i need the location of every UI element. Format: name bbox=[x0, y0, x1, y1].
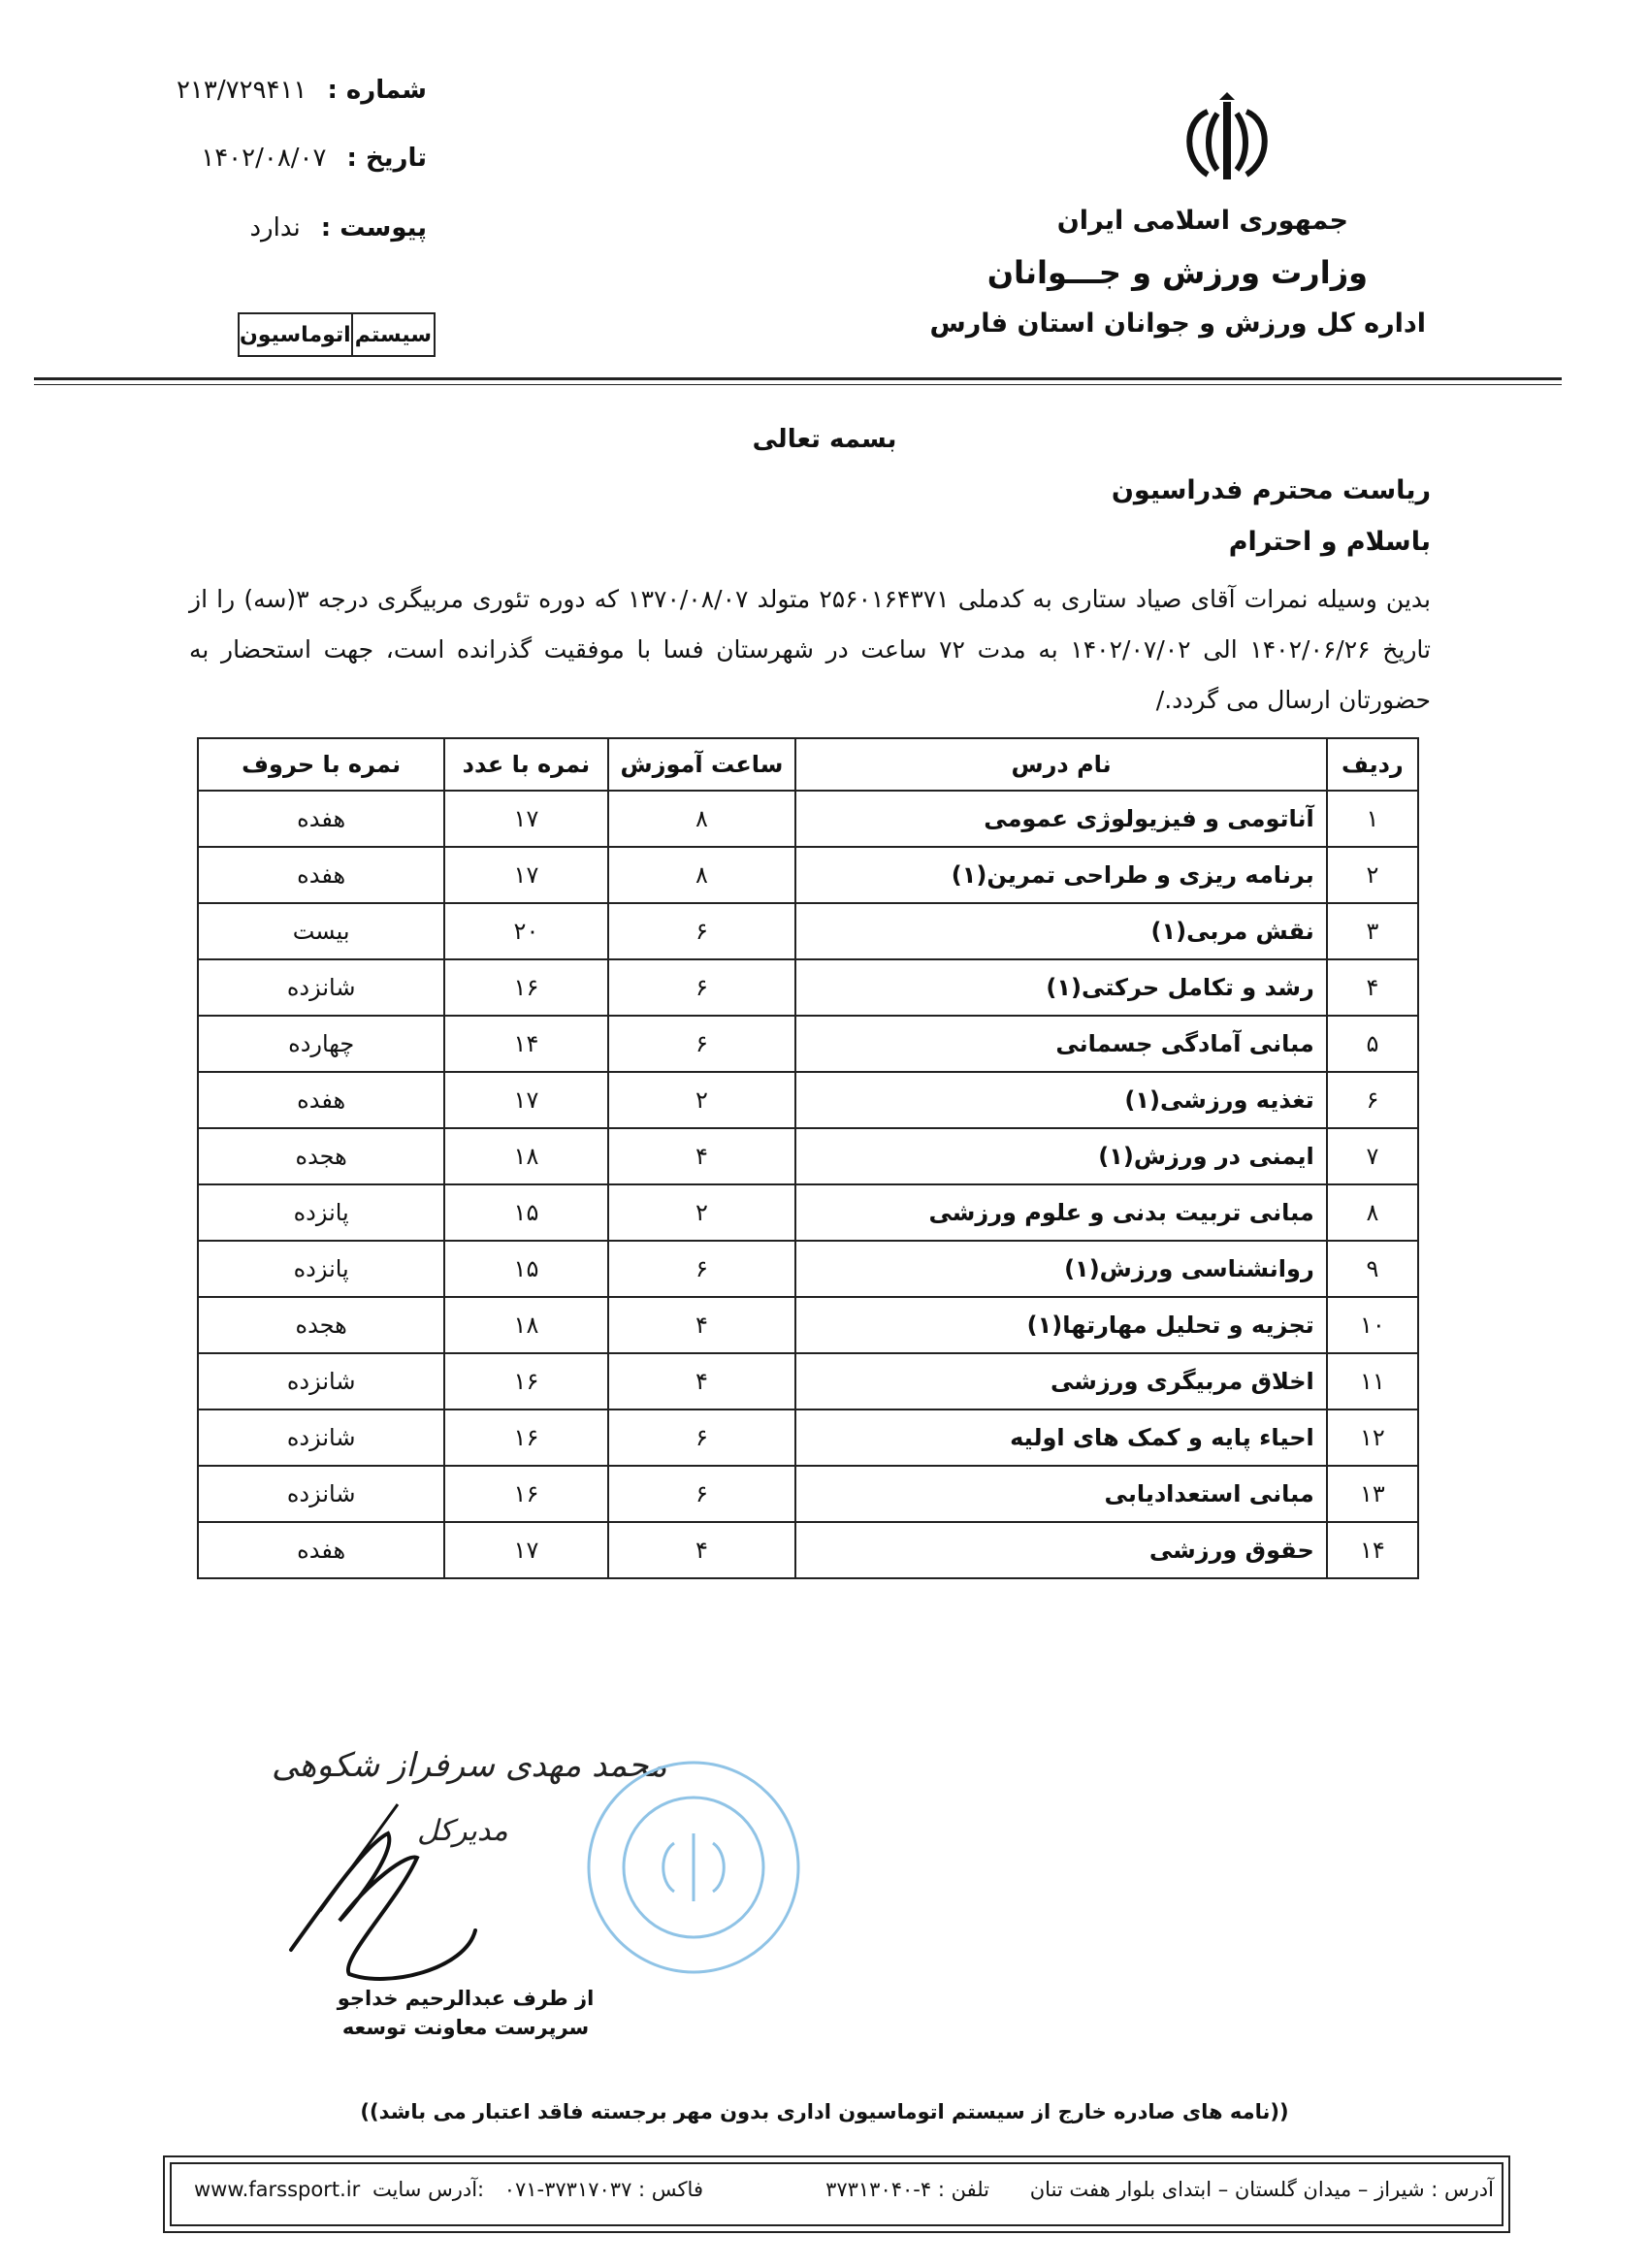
training-hours-cell: ۲ bbox=[608, 1184, 796, 1241]
training-hours-cell: ۶ bbox=[608, 1016, 796, 1072]
grade-number-cell: ۱۶ bbox=[444, 959, 607, 1016]
row-number-cell: ۱۲ bbox=[1327, 1409, 1418, 1466]
letter-number bbox=[146, 76, 427, 105]
header-course-name: نام درس bbox=[795, 738, 1326, 791]
course-name-cell: احیاء پایه و کمک های اولیه bbox=[795, 1409, 1326, 1466]
grade-number-cell: ۱۷ bbox=[444, 847, 607, 903]
header-divider-thin bbox=[34, 384, 1562, 385]
deputy-title: سرپرست معاونت توسعه bbox=[341, 2016, 590, 2039]
course-name-cell: آناتومی و فیزیولوژی عمومی bbox=[795, 791, 1326, 847]
course-name-cell: نقش مربی(۱) bbox=[795, 903, 1326, 959]
handwritten-signatory-title: مدیرکل bbox=[417, 1814, 508, 1848]
letter-date bbox=[146, 144, 427, 173]
grades-table bbox=[197, 737, 1419, 1579]
table-row bbox=[198, 1522, 1418, 1578]
letter-number-value: ۲۱۳/۷۲۹۴۱۱ bbox=[176, 76, 307, 105]
header-grade-words: نمره با حروف bbox=[198, 738, 444, 791]
letter-date-label: تاریخ : bbox=[346, 144, 427, 173]
greeting: باسلام و احترام bbox=[1228, 527, 1431, 557]
grade-number-cell: ۱۵ bbox=[444, 1241, 607, 1297]
training-hours-cell: ۶ bbox=[608, 903, 796, 959]
header-grade-number: نمره با عدد bbox=[444, 738, 607, 791]
table-row bbox=[198, 959, 1418, 1016]
salutation: بسمه تعالی bbox=[752, 425, 897, 454]
row-number-cell: ۷ bbox=[1327, 1128, 1418, 1184]
grade-words-cell: هفده bbox=[198, 847, 444, 903]
course-name-cell: مبانی استعدادیابی bbox=[795, 1466, 1326, 1522]
course-name-cell: برنامه ریزی و طراحی تمرین(۱) bbox=[795, 847, 1326, 903]
iran-emblem-icon bbox=[1169, 92, 1285, 189]
table-row bbox=[198, 1297, 1418, 1353]
grade-words-cell: شانزده bbox=[198, 1409, 444, 1466]
training-hours-cell: ۴ bbox=[608, 1128, 796, 1184]
automation-word: اتوماسیون bbox=[240, 314, 353, 355]
row-number-cell: ۱۱ bbox=[1327, 1353, 1418, 1409]
row-number-cell: ۶ bbox=[1327, 1072, 1418, 1128]
table-row bbox=[198, 1184, 1418, 1241]
training-hours-cell: ۶ bbox=[608, 959, 796, 1016]
grade-words-cell: شانزده bbox=[198, 1466, 444, 1522]
footer-fax: فاکس : ۳۷۳۱۷۰۳۷-۰۷۱ bbox=[503, 2178, 703, 2201]
grade-words-cell: شانزده bbox=[198, 959, 444, 1016]
letter-attachment-label: پیوست : bbox=[320, 213, 427, 243]
training-hours-cell: ۴ bbox=[608, 1522, 796, 1578]
training-hours-cell: ۸ bbox=[608, 791, 796, 847]
grade-number-cell: ۱۶ bbox=[444, 1353, 607, 1409]
table-row bbox=[198, 1466, 1418, 1522]
grade-words-cell: هفده bbox=[198, 1072, 444, 1128]
grade-words-cell: شانزده bbox=[198, 1353, 444, 1409]
on-behalf-of: از طرف عبدالرحیم خداجو bbox=[337, 1987, 595, 2010]
ministry-name: وزارت ورزش و جـــوانان bbox=[986, 254, 1368, 291]
header-divider bbox=[34, 377, 1562, 380]
grade-number-cell: ۱۸ bbox=[444, 1128, 607, 1184]
footer-address: آدرس : شیراز – میدان گلستان – ابتدای بلوار هفت تنان bbox=[1029, 2178, 1494, 2201]
grade-words-cell: هفده bbox=[198, 791, 444, 847]
course-name-cell: روانشناسی ورزش(۱) bbox=[795, 1241, 1326, 1297]
row-number-cell: ۹ bbox=[1327, 1241, 1418, 1297]
footer-phone: تلفن : ۴-۳۷۳۱۳۰۴۰ bbox=[825, 2178, 989, 2201]
signature-scribble-icon bbox=[281, 1766, 514, 1998]
table-row bbox=[198, 1072, 1418, 1128]
grade-number-cell: ۱۵ bbox=[444, 1184, 607, 1241]
department-name: اداره کل ورزش و جوانان استان فارس bbox=[929, 308, 1426, 339]
letter-attachment bbox=[146, 213, 427, 243]
course-name-cell: اخلاق مربیگری ورزشی bbox=[795, 1353, 1326, 1409]
letter-attachment-value: ندارد bbox=[249, 213, 301, 243]
table-row bbox=[198, 1409, 1418, 1466]
footer-website bbox=[194, 2178, 484, 2201]
table-row bbox=[198, 847, 1418, 903]
grade-words-cell: بیست bbox=[198, 903, 444, 959]
handwritten-signatory-name: محمد مهدی سرفراز شکوهی bbox=[272, 1746, 667, 1785]
header-training-hours: ساعت آموزش bbox=[608, 738, 796, 791]
course-name-cell: مبانی تربیت بدنی و علوم ورزشی bbox=[795, 1184, 1326, 1241]
row-number-cell: ۸ bbox=[1327, 1184, 1418, 1241]
training-hours-cell: ۸ bbox=[608, 847, 796, 903]
header-row-number: ردیف bbox=[1327, 738, 1418, 791]
grade-number-cell: ۲۰ bbox=[444, 903, 607, 959]
grade-number-cell: ۱۷ bbox=[444, 1072, 607, 1128]
row-number-cell: ۱۴ bbox=[1327, 1522, 1418, 1578]
grade-words-cell: هجده bbox=[198, 1297, 444, 1353]
table-row bbox=[198, 1353, 1418, 1409]
letter-number-label: شماره : bbox=[327, 76, 427, 105]
course-name-cell: تجزیه و تحلیل مهارتها(۱) bbox=[795, 1297, 1326, 1353]
course-name-cell: ایمنی در ورزش(۱) bbox=[795, 1128, 1326, 1184]
row-number-cell: ۲ bbox=[1327, 847, 1418, 903]
footer-website-url[interactable]: www.farssport.ir bbox=[194, 2178, 361, 2201]
automation-system-badge bbox=[238, 312, 436, 357]
table-row bbox=[198, 903, 1418, 959]
grade-number-cell: ۱۷ bbox=[444, 791, 607, 847]
course-name-cell: حقوق ورزشی bbox=[795, 1522, 1326, 1578]
grade-number-cell: ۱۸ bbox=[444, 1297, 607, 1353]
training-hours-cell: ۲ bbox=[608, 1072, 796, 1128]
row-number-cell: ۱۰ bbox=[1327, 1297, 1418, 1353]
training-hours-cell: ۶ bbox=[608, 1466, 796, 1522]
course-name-cell: تغذیه ورزشی(۱) bbox=[795, 1072, 1326, 1128]
row-number-cell: ۳ bbox=[1327, 903, 1418, 959]
training-hours-cell: ۴ bbox=[608, 1353, 796, 1409]
row-number-cell: ۴ bbox=[1327, 959, 1418, 1016]
training-hours-cell: ۶ bbox=[608, 1241, 796, 1297]
footer-website-label: آدرس سایت: bbox=[372, 2178, 485, 2201]
grade-number-cell: ۱۷ bbox=[444, 1522, 607, 1578]
course-name-cell: مبانی آمادگی جسمانی bbox=[795, 1016, 1326, 1072]
country-name: جمهوری اسلامی ایران bbox=[1056, 206, 1348, 236]
grade-number-cell: ۱۶ bbox=[444, 1466, 607, 1522]
grades-table-body bbox=[198, 791, 1418, 1578]
system-word: سیستم bbox=[354, 322, 432, 347]
grade-number-cell: ۱۴ bbox=[444, 1016, 607, 1072]
official-seal-icon bbox=[582, 1756, 805, 1979]
grade-words-cell: پانزده bbox=[198, 1241, 444, 1297]
row-number-cell: ۵ bbox=[1327, 1016, 1418, 1072]
training-hours-cell: ۴ bbox=[608, 1297, 796, 1353]
signatory-block bbox=[320, 1984, 611, 2042]
validity-notice: ((نامه های صادره خارج از سیستم اتوماسیون اداری بدون مهر برجسته فاقد اعتبار می باشد)) bbox=[360, 2100, 1289, 2123]
grade-words-cell: چهارده bbox=[198, 1016, 444, 1072]
course-name-cell: رشد و تکامل حرکتی(۱) bbox=[795, 959, 1326, 1016]
table-row bbox=[198, 1016, 1418, 1072]
recipient: ریاست محترم فدراسیون bbox=[1111, 475, 1431, 505]
table-row bbox=[198, 1241, 1418, 1297]
grade-number-cell: ۱۶ bbox=[444, 1409, 607, 1466]
grade-words-cell: هجده bbox=[198, 1128, 444, 1184]
letter-body: بدین وسیله نمرات آقای صیاد ستاری به کدملی ۲۵۶۰۱۶۴۳۷۱ متولد ۱۳۷۰/۰۸/۰۷ که دوره تئوری مربیگری درجه ۳(سه) را از تاریخ ۱۴۰۲/۰۶/۲۶ الی ۱۴۰۲/۰۷/۰۲ به مدت ۷۲ ساعت در شهرستان فسا با موفقیت گذرانده است، جهت استحضار به حضورتان ارسال می گردد./ bbox=[189, 585, 1432, 714]
table-row bbox=[198, 791, 1418, 847]
grade-words-cell: هفده bbox=[198, 1522, 444, 1578]
letter-date-value: ۱۴۰۲/۰۸/۰۷ bbox=[201, 144, 327, 173]
table-header-row bbox=[198, 738, 1418, 791]
grade-words-cell: پانزده bbox=[198, 1184, 444, 1241]
training-hours-cell: ۶ bbox=[608, 1409, 796, 1466]
table-row bbox=[198, 1128, 1418, 1184]
row-number-cell: ۱ bbox=[1327, 791, 1418, 847]
row-number-cell: ۱۳ bbox=[1327, 1466, 1418, 1522]
